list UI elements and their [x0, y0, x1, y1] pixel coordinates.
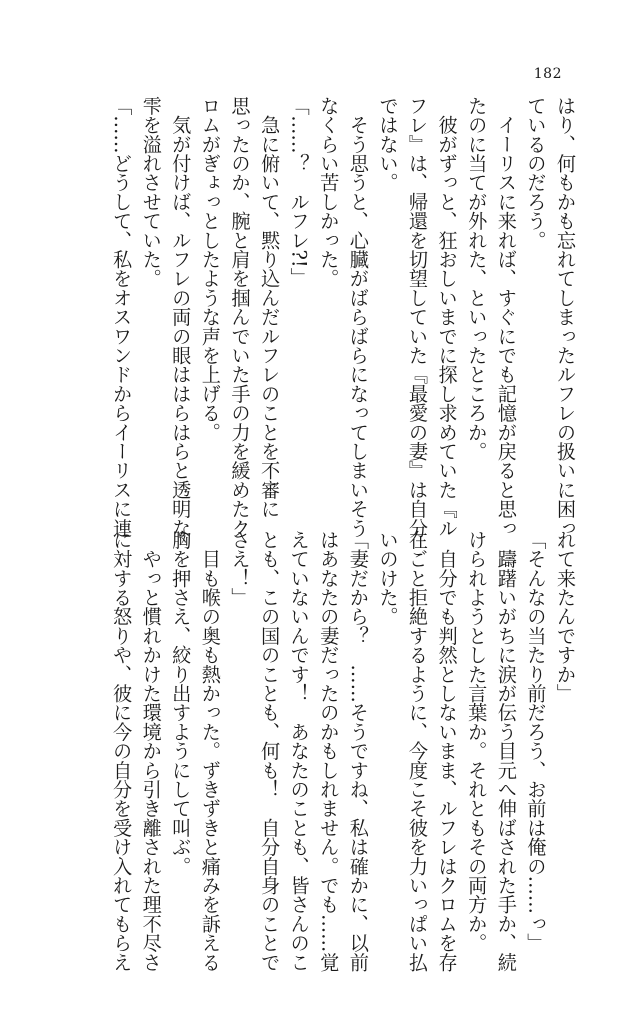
text-line: 在ごと拒絶するように、今度こそ彼を力いっぱい払 — [406, 530, 430, 972]
text-block-bottom — [107, 530, 581, 972]
text-line: 彼がずっと、狂おしいまでに探し求めていた『ル — [435, 96, 459, 538]
text-line: れて来たんですか」 — [554, 530, 577, 703]
text-line: はり、何もかも忘れてしまったルフレの扱いに困っ — [554, 96, 577, 538]
text-block-top — [107, 96, 581, 538]
text-line: 躊躇いがちに涙が伝う目元へ伸ばされた手か、続 — [494, 530, 518, 972]
text-line: はあなたの妻だったのかもしれません。でも……覚 — [317, 530, 341, 972]
text-line: やっと慣れかけた環境から引き離された理不尽さ — [139, 530, 163, 972]
text-line: えていないんです！ あなたのことも、皆さんのこ — [287, 530, 311, 972]
text-line: フレ』は、帰還を切望していた『最愛の妻』は自分 — [406, 96, 430, 538]
text-line: さえ！」 — [228, 530, 252, 607]
text-line: 「そんなの当たり前だろう、お前は俺の……っ」 — [524, 530, 548, 953]
text-line: 雫を溢れさせていた。 — [139, 96, 163, 288]
text-line: 自分でも判然としないまま、ルフレはクロムを存 — [435, 530, 459, 972]
text-line: 目も喉の奥も熱かった。ずきずきと痛みを訴える — [198, 530, 222, 972]
text-line: なくらい苦しかった。 — [317, 96, 341, 288]
text-line: 胸を押さえ、絞り出すようにして叫ぶ。 — [169, 530, 193, 876]
text-line: ロムがぎょっとしたような声を上げる。 — [198, 96, 222, 442]
text-line: とも、この国のことも、何も！ 自分自身のことで — [258, 530, 282, 972]
text-line: イーリスに来れば、すぐにでも記憶が戻ると思っ — [494, 96, 518, 538]
text-line: 急に俯いて、黙り込んだルフレのことを不審に — [258, 96, 282, 519]
text-line: 「……？ ルフレ?!」 — [287, 96, 311, 287]
text-line: けられようとした言葉か。それともその両方か。 — [465, 530, 489, 953]
text-line: いのけた。 — [376, 530, 400, 626]
text-line: たのに当てが外れた、といったところか。 — [465, 96, 489, 461]
text-line: 「妻だから？ ……そうですね、私は確かに、以前 — [346, 530, 370, 972]
text-line: 「……どうして、私をオスワンドからイーリスに連 — [110, 96, 134, 538]
text-line: 気が付けば、ルフレの両の眼ははらはらと透明な — [169, 96, 193, 538]
text-line: そう思うと、心臓がばらばらになってしまいそう — [346, 96, 370, 538]
text-line: に対する怒りや、彼に今の自分を受け入れてもらえ — [110, 530, 134, 972]
text-line: ではない。 — [376, 96, 400, 192]
page-number: 182 — [533, 66, 562, 82]
text-line: ているのだろう。 — [524, 96, 548, 250]
text-line: 思ったのか、腕と肩を掴んでいた手の力を緩めたク — [228, 96, 252, 538]
